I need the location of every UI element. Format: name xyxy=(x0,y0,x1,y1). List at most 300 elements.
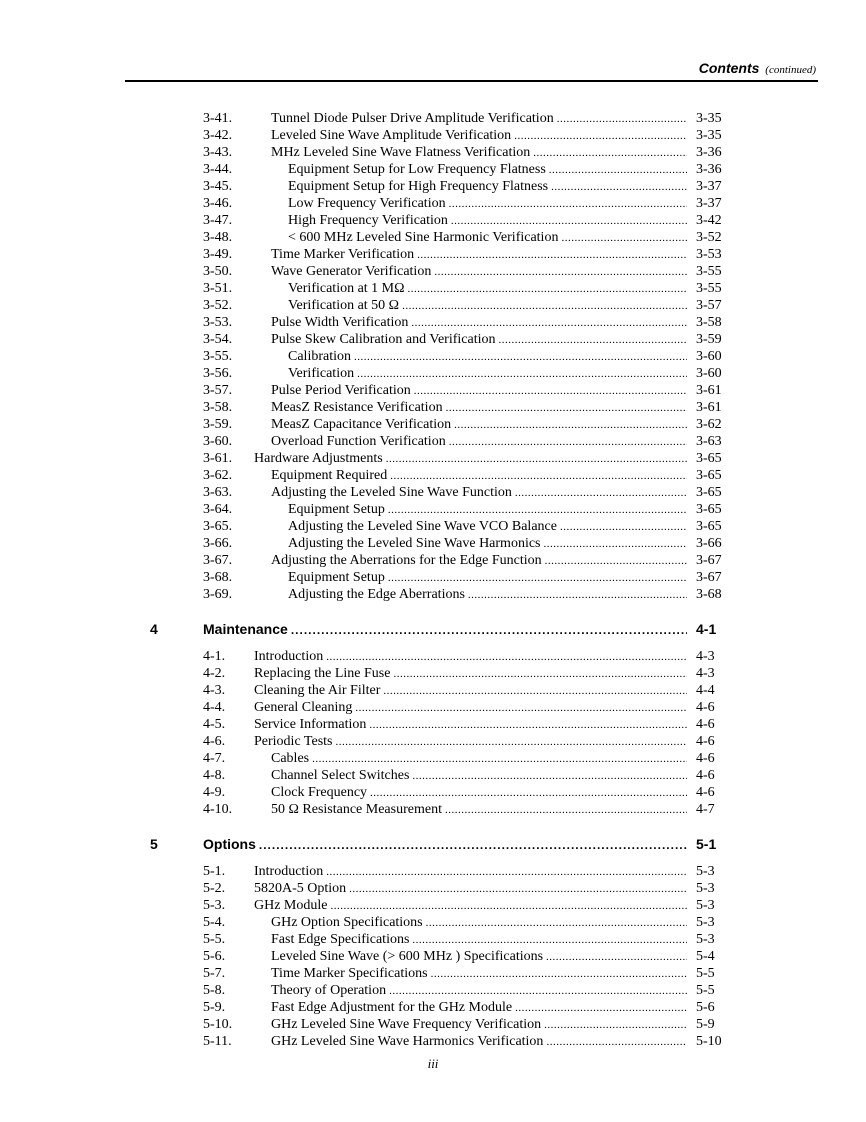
section-number: 4-5. xyxy=(203,717,226,732)
page-number: iii xyxy=(427,1056,439,1071)
header-title: Contents xyxy=(698,60,760,76)
toc-entry[interactable] xyxy=(0,965,866,982)
toc-entry[interactable] xyxy=(0,586,866,603)
toc-entry[interactable] xyxy=(0,1016,866,1033)
dot-leader xyxy=(446,400,687,417)
section-title: Theory of Operation xyxy=(271,983,387,998)
chapter-entry xyxy=(203,619,690,640)
section-title: Leveled Sine Wave (> 600 MHz ) Specifications xyxy=(271,949,544,964)
section-number: 4-1. xyxy=(203,649,226,664)
entry-text xyxy=(271,110,690,128)
section-number: 3-62. xyxy=(203,468,233,483)
dot-leader xyxy=(514,128,687,145)
section-number: 5-7. xyxy=(203,966,226,981)
section-number: 3-54. xyxy=(203,332,233,347)
section-title: MeasZ Resistance Verification xyxy=(271,400,443,415)
section-title: Equipment Setup xyxy=(288,502,385,517)
section-number: 3-69. xyxy=(203,587,233,602)
section-page: 3-42 xyxy=(696,213,722,228)
toc-entry[interactable] xyxy=(0,914,866,931)
dot-leader xyxy=(326,649,687,666)
toc-entry[interactable] xyxy=(0,433,866,450)
entry-text xyxy=(254,863,690,881)
section-page: 3-65 xyxy=(696,485,722,500)
section-number: 5-3. xyxy=(203,898,226,913)
section-title: Introduction xyxy=(254,649,324,664)
section-page: 3-65 xyxy=(696,451,722,466)
section-page: 3-57 xyxy=(696,298,722,313)
toc-entry[interactable] xyxy=(0,263,866,280)
section-number: 3-52. xyxy=(203,298,233,313)
toc-entry[interactable] xyxy=(0,552,866,569)
section-number: 4-10. xyxy=(203,802,233,817)
dot-leader xyxy=(312,751,687,768)
section-page: 3-35 xyxy=(696,111,722,126)
section-number: 4-4. xyxy=(203,700,226,715)
section-title: Clock Frequency xyxy=(271,785,368,800)
section-page: 4-3 xyxy=(696,666,715,681)
entry-text xyxy=(271,1016,690,1034)
dot-leader xyxy=(331,898,688,915)
section-title: General Cleaning xyxy=(254,700,353,715)
section-title: Periodic Tests xyxy=(254,734,333,749)
section-title: Cables xyxy=(271,751,310,766)
toc-entry[interactable] xyxy=(0,982,866,999)
section-page: 3-68 xyxy=(696,587,722,602)
section-number: 3-55. xyxy=(203,349,233,364)
entry-text xyxy=(288,569,690,587)
toc-entry[interactable] xyxy=(0,280,866,297)
section-title: Pulse Period Verification xyxy=(271,383,411,398)
section-number: 3-42. xyxy=(203,128,233,143)
section-title: Hardware Adjustments xyxy=(254,451,383,466)
dot-leader xyxy=(451,213,687,230)
dot-leader xyxy=(449,196,687,213)
section-title: Low Frequency Verification xyxy=(288,196,446,211)
section-page: 3-36 xyxy=(696,162,722,177)
dot-leader xyxy=(390,468,687,485)
dot-leader xyxy=(388,502,687,519)
dot-leader xyxy=(545,553,687,570)
dot-leader xyxy=(546,949,687,966)
section-page: 3-36 xyxy=(696,145,722,160)
entry-text xyxy=(254,450,690,468)
toc-entry[interactable] xyxy=(0,750,866,767)
dot-leader xyxy=(393,666,687,683)
section-title: Equipment Setup xyxy=(288,570,385,585)
section-page: 3-58 xyxy=(696,315,722,330)
entry-text xyxy=(271,801,690,819)
section-title: GHz Module xyxy=(254,898,328,913)
toc-entry[interactable] xyxy=(0,246,866,263)
section-page: 3-62 xyxy=(696,417,722,432)
section-page: 3-67 xyxy=(696,570,722,585)
section-number: 5-2. xyxy=(203,881,226,896)
dot-leader xyxy=(408,281,687,298)
section-page: 5-5 xyxy=(696,966,715,981)
section-title: 5820A-5 Option xyxy=(254,881,347,896)
running-header xyxy=(699,60,816,76)
dot-leader xyxy=(434,264,687,281)
toc-entry[interactable] xyxy=(0,518,866,535)
section-title: Verification at 50 Ω xyxy=(288,298,400,313)
section-number: 3-44. xyxy=(203,162,233,177)
section-number: 3-41. xyxy=(203,111,233,126)
entry-text xyxy=(254,716,690,734)
entry-text xyxy=(254,897,690,915)
entry-text xyxy=(254,682,690,700)
dot-leader xyxy=(402,298,687,315)
entry-text xyxy=(288,161,690,179)
toc-entry[interactable] xyxy=(0,416,866,433)
dot-leader xyxy=(560,519,687,536)
toc-entry[interactable] xyxy=(0,501,866,518)
entry-text xyxy=(271,767,690,785)
entry-text xyxy=(254,733,690,751)
entry-text xyxy=(271,552,690,570)
dot-leader xyxy=(417,247,687,264)
section-number: 3-66. xyxy=(203,536,233,551)
section-page: 4-6 xyxy=(696,768,715,783)
section-title: MeasZ Capacitance Verification xyxy=(271,417,452,432)
dot-leader xyxy=(449,434,687,451)
section-title: Pulse Skew Calibration and Verification xyxy=(271,332,496,347)
section-title: Tunnel Diode Pulser Drive Amplitude Verification xyxy=(271,111,554,126)
toc-entry[interactable] xyxy=(0,365,866,382)
toc-entry[interactable] xyxy=(0,450,866,467)
dot-leader xyxy=(326,864,687,881)
chapter-entry xyxy=(203,834,690,855)
toc-entry[interactable] xyxy=(0,535,866,552)
toc-entry[interactable] xyxy=(0,648,866,665)
dot-leader xyxy=(388,570,687,587)
toc-entry[interactable] xyxy=(0,161,866,178)
section-page: 3-53 xyxy=(696,247,722,262)
toc-entry[interactable] xyxy=(0,297,866,314)
entry-text xyxy=(288,280,690,298)
toc-entry[interactable] xyxy=(0,767,866,784)
section-number: 3-46. xyxy=(203,196,233,211)
table-of-contents xyxy=(0,110,866,1050)
toc-entry[interactable] xyxy=(0,948,866,965)
dot-leader xyxy=(369,717,687,734)
dot-leader xyxy=(349,881,687,898)
toc-entry[interactable] xyxy=(0,897,866,914)
dot-leader xyxy=(386,451,687,468)
dot-leader xyxy=(414,383,687,400)
dot-leader xyxy=(412,932,687,949)
toc-entry[interactable] xyxy=(0,733,866,750)
toc-entry[interactable] xyxy=(0,212,866,229)
section-number: 3-47. xyxy=(203,213,233,228)
section-list-chapter-3 xyxy=(0,110,866,603)
header-continued: (continued) xyxy=(765,64,816,76)
chapter-heading-4[interactable] xyxy=(0,619,866,639)
section-page: 4-6 xyxy=(696,717,715,732)
section-title: Fast Edge Adjustment for the GHz Module xyxy=(271,1000,513,1015)
entry-text xyxy=(271,784,690,802)
toc-entry[interactable] xyxy=(0,382,866,399)
section-page: 3-63 xyxy=(696,434,722,449)
section-number: 3-61. xyxy=(203,451,233,466)
entry-text xyxy=(254,648,690,666)
dot-leader xyxy=(354,349,687,366)
dot-leader xyxy=(557,111,687,128)
section-page: 3-61 xyxy=(696,400,722,415)
dot-leader xyxy=(454,417,687,434)
section-title: High Frequency Verification xyxy=(288,213,448,228)
section-page: 3-65 xyxy=(696,519,722,534)
entry-text xyxy=(288,535,690,553)
toc-entry[interactable] xyxy=(0,144,866,161)
dot-leader xyxy=(546,1034,687,1051)
entry-text xyxy=(271,914,690,932)
section-number: 5-6. xyxy=(203,949,226,964)
section-title: Overload Function Verification xyxy=(271,434,446,449)
dot-leader xyxy=(259,835,687,855)
dot-leader xyxy=(355,700,687,717)
section-number: 3-67. xyxy=(203,553,233,568)
toc-entry[interactable] xyxy=(0,931,866,948)
section-title: Leveled Sine Wave Amplitude Verification xyxy=(271,128,512,143)
entry-text xyxy=(271,750,690,768)
section-page: 5-10 xyxy=(696,1034,722,1049)
entry-text xyxy=(271,999,690,1017)
entry-text xyxy=(288,195,690,213)
toc-entry[interactable] xyxy=(0,195,866,212)
section-number: 5-10. xyxy=(203,1017,233,1032)
section-page: 3-37 xyxy=(696,196,722,211)
section-page: 3-37 xyxy=(696,179,722,194)
section-title: Verification at 1 MΩ xyxy=(288,281,405,296)
section-title: Verification xyxy=(288,366,355,381)
section-title: Channel Select Switches xyxy=(271,768,410,783)
entry-text xyxy=(288,212,690,230)
section-page: 5-5 xyxy=(696,983,715,998)
section-number: 3-50. xyxy=(203,264,233,279)
section-number: 4-2. xyxy=(203,666,226,681)
toc-entry[interactable] xyxy=(0,127,866,144)
section-page: 3-67 xyxy=(696,553,722,568)
section-page: 3-65 xyxy=(696,502,722,517)
toc-entry[interactable] xyxy=(0,665,866,682)
chapter-title: Options xyxy=(203,836,256,852)
section-page: 4-4 xyxy=(696,683,715,698)
entry-text xyxy=(288,178,690,196)
section-page: 5-9 xyxy=(696,1017,715,1032)
entry-text xyxy=(254,880,690,898)
entry-text xyxy=(271,263,690,281)
section-page: 4-3 xyxy=(696,649,715,664)
section-number: 5-1. xyxy=(203,864,226,879)
toc-entry[interactable] xyxy=(0,229,866,246)
section-number: 4-9. xyxy=(203,785,226,800)
section-page: 5-6 xyxy=(696,1000,715,1015)
section-number: 3-56. xyxy=(203,366,233,381)
dot-leader xyxy=(383,683,687,700)
entry-text xyxy=(271,467,690,485)
dot-leader xyxy=(561,230,687,247)
section-number: 5-9. xyxy=(203,1000,226,1015)
section-number: 3-49. xyxy=(203,247,233,262)
toc-entry[interactable] xyxy=(0,484,866,501)
dot-leader xyxy=(412,768,687,785)
entry-text xyxy=(271,331,690,349)
section-number: 3-57. xyxy=(203,383,233,398)
toc-entry[interactable] xyxy=(0,110,866,127)
toc-entry[interactable] xyxy=(0,314,866,331)
section-title: GHz Option Specifications xyxy=(271,915,423,930)
section-number: 3-59. xyxy=(203,417,233,432)
section-page: 3-65 xyxy=(696,468,722,483)
dot-leader xyxy=(533,145,687,162)
toc-entry[interactable] xyxy=(0,863,866,880)
dot-leader xyxy=(549,162,687,179)
section-title: Adjusting the Aberrations for the Edge Function xyxy=(271,553,542,568)
entry-text xyxy=(271,433,690,451)
section-title: Replacing the Line Fuse xyxy=(254,666,391,681)
toc-entry[interactable] xyxy=(0,716,866,733)
chapter-number: 4 xyxy=(150,621,158,637)
section-title: Introduction xyxy=(254,864,324,879)
entry-text xyxy=(288,501,690,519)
section-title: Fast Edge Specifications xyxy=(271,932,410,947)
section-page: 4-6 xyxy=(696,751,715,766)
section-number: 5-4. xyxy=(203,915,226,930)
section-page: 5-4 xyxy=(696,949,715,964)
entry-text xyxy=(288,586,690,604)
dot-leader xyxy=(431,966,687,983)
entry-text xyxy=(288,365,690,383)
entry-text xyxy=(271,484,690,502)
entry-text xyxy=(271,399,690,417)
chapter-page: 5-1 xyxy=(696,836,717,852)
entry-text xyxy=(271,416,690,434)
section-title: Wave Generator Verification xyxy=(271,264,432,279)
entry-text xyxy=(271,931,690,949)
toc-entry[interactable] xyxy=(0,699,866,716)
entry-text xyxy=(271,382,690,400)
section-title: 50 Ω Resistance Measurement xyxy=(271,802,442,817)
section-number: 3-68. xyxy=(203,570,233,585)
toc-entry[interactable] xyxy=(0,999,866,1016)
dot-leader xyxy=(335,734,687,751)
toc-entry[interactable] xyxy=(0,801,866,818)
entry-text xyxy=(254,699,690,717)
dot-leader xyxy=(515,1000,687,1017)
section-page: 5-3 xyxy=(696,864,715,879)
entry-text xyxy=(288,229,690,247)
toc-entry[interactable] xyxy=(0,178,866,195)
section-title: Time Marker Specifications xyxy=(271,966,428,981)
dot-leader xyxy=(389,983,687,1000)
section-list-chapter-5 xyxy=(0,863,866,1050)
section-title: Pulse Width Verification xyxy=(271,315,409,330)
section-number: 4-8. xyxy=(203,768,226,783)
entry-text xyxy=(288,348,690,366)
dot-leader xyxy=(468,587,687,604)
section-title: Adjusting the Leveled Sine Wave Harmonics xyxy=(288,536,541,551)
section-number: 3-45. xyxy=(203,179,233,194)
toc-entry[interactable] xyxy=(0,399,866,416)
section-number: 5-5. xyxy=(203,932,226,947)
toc-entry[interactable] xyxy=(0,682,866,699)
chapter-title: Maintenance xyxy=(203,621,288,637)
entry-text xyxy=(288,518,690,536)
entry-text xyxy=(271,965,690,983)
toc-entry[interactable] xyxy=(0,467,866,484)
section-number: 3-58. xyxy=(203,400,233,415)
section-title: Calibration xyxy=(288,349,351,364)
entry-text xyxy=(271,314,690,332)
dot-leader xyxy=(370,785,687,802)
section-title: Time Marker Verification xyxy=(271,247,415,262)
section-title: Adjusting the Leveled Sine Wave VCO Balance xyxy=(288,519,557,534)
section-page: 3-60 xyxy=(696,366,722,381)
dot-leader xyxy=(544,1017,687,1034)
chapter-heading-5[interactable] xyxy=(0,834,866,854)
section-page: 3-55 xyxy=(696,264,722,279)
section-number: 4-3. xyxy=(203,683,226,698)
dot-leader xyxy=(445,802,687,819)
header-rule xyxy=(125,80,818,82)
entry-text xyxy=(271,246,690,264)
toc-entry[interactable] xyxy=(0,1033,866,1050)
section-page: 4-6 xyxy=(696,700,715,715)
section-page: 3-66 xyxy=(696,536,722,551)
toc-entry[interactable] xyxy=(0,348,866,365)
section-number: 3-51. xyxy=(203,281,233,296)
toc-entry[interactable] xyxy=(0,784,866,801)
section-number: 5-8. xyxy=(203,983,226,998)
section-number: 3-63. xyxy=(203,485,233,500)
section-number: 3-43. xyxy=(203,145,233,160)
section-page: 3-35 xyxy=(696,128,722,143)
entry-text xyxy=(271,1033,690,1051)
toc-entry[interactable] xyxy=(0,880,866,897)
dot-leader xyxy=(515,485,687,502)
section-title: Equipment Setup for High Frequency Flatness xyxy=(288,179,549,194)
section-page: 5-3 xyxy=(696,898,715,913)
section-list-chapter-4 xyxy=(0,648,866,818)
section-page: 4-6 xyxy=(696,785,715,800)
section-number: 5-11. xyxy=(203,1034,232,1049)
toc-entry[interactable] xyxy=(0,569,866,586)
section-title: Equipment Setup for Low Frequency Flatness xyxy=(288,162,546,177)
section-page: 3-55 xyxy=(696,281,722,296)
section-page: 3-52 xyxy=(696,230,722,245)
section-page: 3-59 xyxy=(696,332,722,347)
section-number: 3-64. xyxy=(203,502,233,517)
section-title: Cleaning the Air Filter xyxy=(254,683,381,698)
dot-leader xyxy=(291,620,687,640)
section-page: 3-60 xyxy=(696,349,722,364)
section-title: MHz Leveled Sine Wave Flatness Verification xyxy=(271,145,531,160)
section-number: 3-48. xyxy=(203,230,233,245)
entry-text xyxy=(288,297,690,315)
entry-text xyxy=(271,127,690,145)
entry-text xyxy=(271,982,690,1000)
section-page: 5-3 xyxy=(696,915,715,930)
dot-leader xyxy=(551,179,687,196)
section-page: 5-3 xyxy=(696,932,715,947)
dot-leader xyxy=(426,915,687,932)
dot-leader xyxy=(544,536,688,553)
section-number: 4-6. xyxy=(203,734,226,749)
toc-entry[interactable] xyxy=(0,331,866,348)
dot-leader xyxy=(498,332,687,349)
section-page: 3-61 xyxy=(696,383,722,398)
